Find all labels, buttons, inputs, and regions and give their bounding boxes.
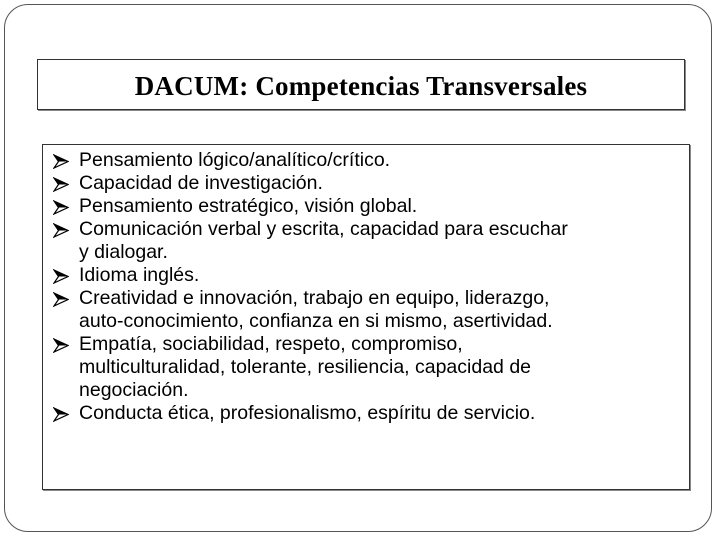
slide-title: DACUM: Competencias Transversales bbox=[134, 71, 588, 101]
bullet-line: y dialogar. bbox=[79, 241, 168, 263]
list-item bbox=[53, 333, 683, 402]
arrow-bullet-icon bbox=[53, 402, 71, 425]
list-item bbox=[53, 172, 683, 195]
bullet-line: Comunicación verbal y escrita, capacidad para escuchar bbox=[79, 218, 568, 240]
arrow-bullet-icon bbox=[53, 218, 71, 241]
arrow-bullet-icon bbox=[53, 172, 71, 195]
arrow-bullet-icon bbox=[53, 287, 71, 310]
slide-frame bbox=[4, 4, 712, 532]
bullet-line: negociación. bbox=[79, 379, 189, 401]
arrow-bullet-icon bbox=[53, 333, 71, 356]
arrow-bullet-icon bbox=[53, 149, 71, 172]
list-item bbox=[53, 264, 683, 287]
bullet-list bbox=[53, 149, 683, 425]
bullet-line: Idioma inglés. bbox=[79, 264, 200, 286]
bullet-line: Conducta ética, profesionalismo, espíritu de servicio. bbox=[79, 402, 536, 424]
bullet-line: Creatividad e innovación, trabajo en equipo, liderazgo, bbox=[79, 287, 550, 309]
bullet-line: auto-conocimiento, confianza en si mismo, asertividad. bbox=[79, 310, 553, 332]
bullet-line: Pensamiento estratégico, visión global. bbox=[79, 195, 418, 217]
bullet-line: Empatía, sociabilidad, respeto, compromiso, bbox=[79, 333, 463, 355]
arrow-bullet-icon bbox=[53, 264, 71, 287]
list-item bbox=[53, 195, 683, 218]
content-box bbox=[42, 144, 690, 490]
title-box bbox=[37, 59, 685, 110]
bullet-line: multiculturalidad, tolerante, resiliencia, capacidad de bbox=[79, 356, 532, 378]
list-item bbox=[53, 287, 683, 333]
bullet-line: Pensamiento lógico/analítico/crítico. bbox=[79, 149, 391, 171]
arrow-bullet-icon bbox=[53, 195, 71, 218]
list-item bbox=[53, 218, 683, 264]
list-item bbox=[53, 149, 683, 172]
list-item bbox=[53, 402, 683, 425]
bullet-line: Capacidad de investigación. bbox=[79, 172, 323, 194]
